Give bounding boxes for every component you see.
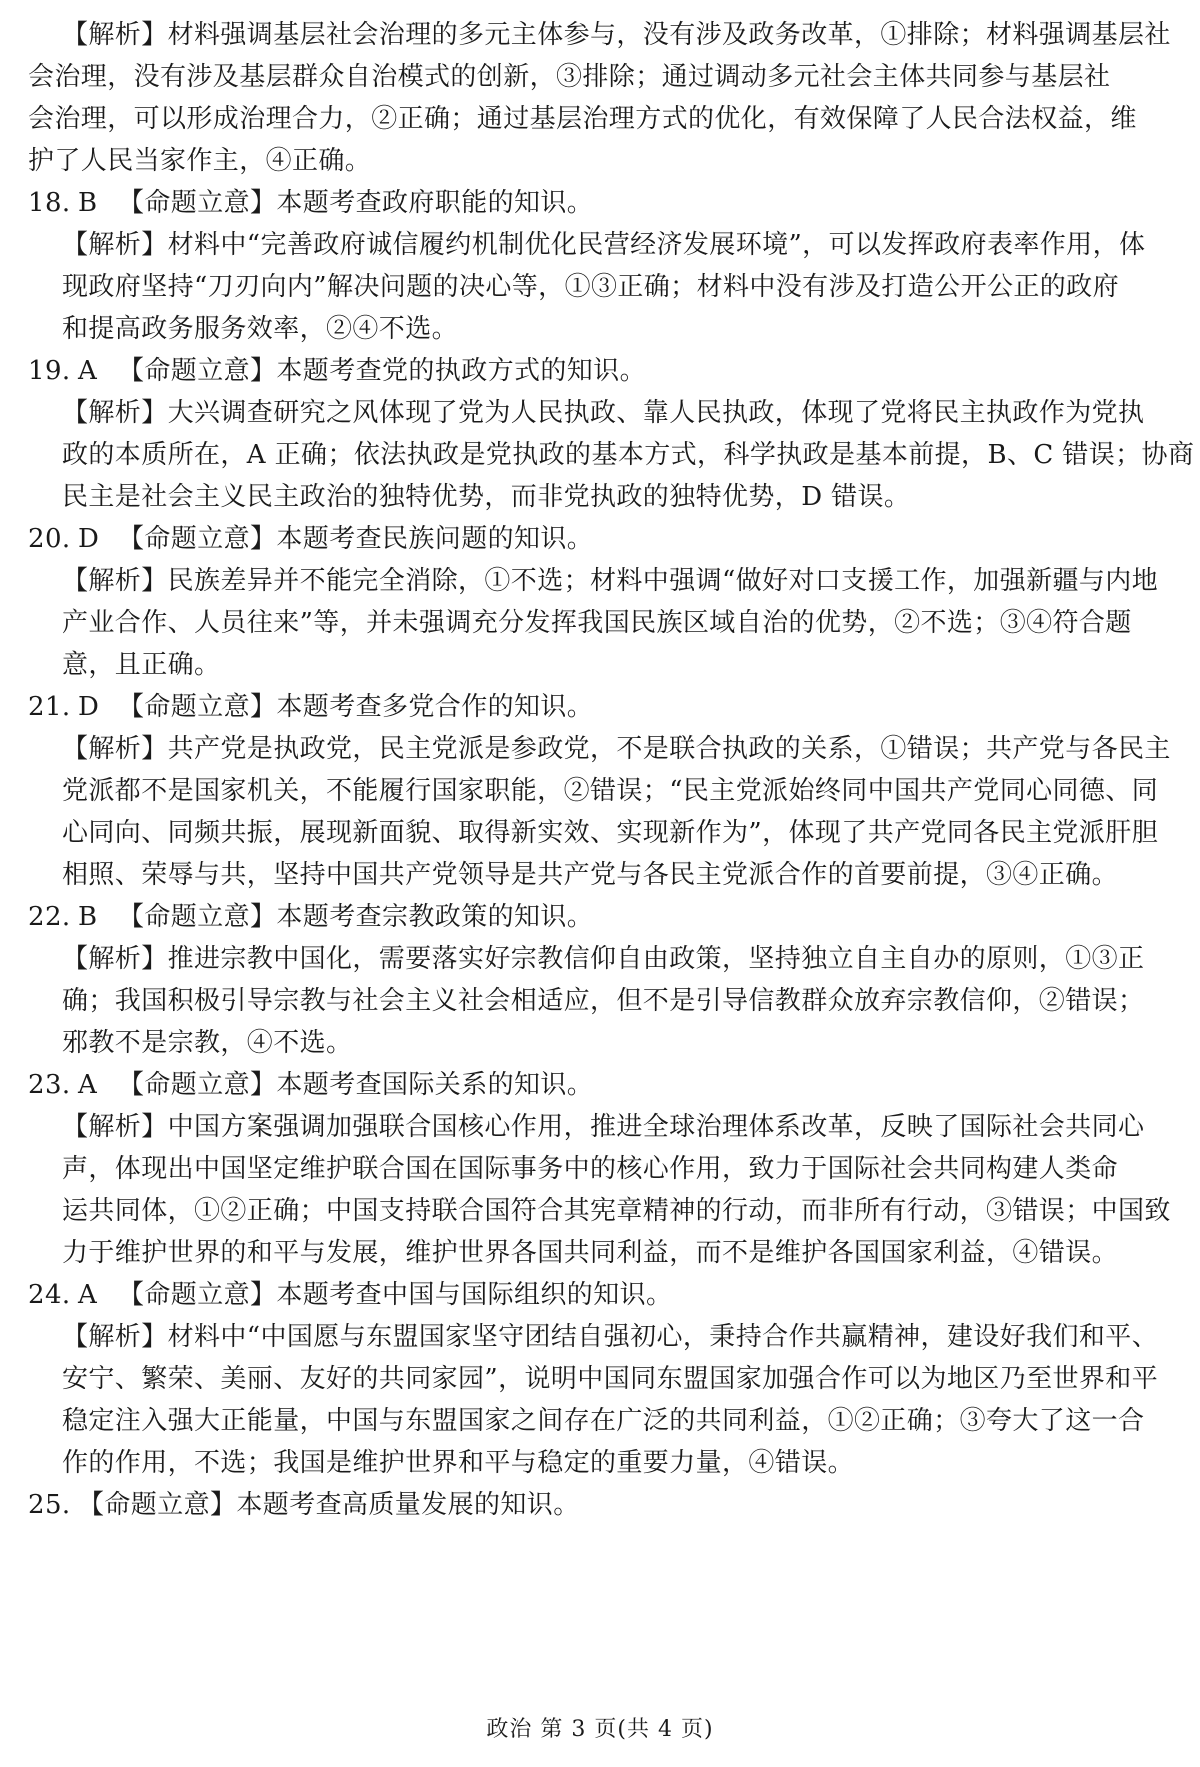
analysis-line: 相照、荣辱与共，坚持中国共产党领导是共产党与各民主党派合作的首要前提，③④正确。 xyxy=(62,860,1119,890)
question-intent: 【命题立意】本题考查党的执政方式的知识。 xyxy=(118,356,647,386)
question-block xyxy=(28,518,1180,686)
document-content xyxy=(28,14,1195,1526)
question-block xyxy=(28,182,1180,350)
analysis-line: 运共同体，①②正确；中国支持联合国符合其宪章精神的行动，而非所有行动，③错误；中国致 xyxy=(62,1196,1171,1226)
analysis-line: 确；我国积极引导宗教与社会主义社会相适应，但不是引导信教群众放弃宗教信仰，②错误； xyxy=(62,986,1145,1016)
analysis-line: 【解析】中国方案强调加强联合国核心作用，推进全球治理体系改革，反映了国际社会共同心 xyxy=(62,1112,1145,1142)
question-header xyxy=(28,896,1180,938)
question-answer: B xyxy=(78,902,98,932)
question-answer: B xyxy=(78,188,98,218)
questions-list xyxy=(28,182,1195,1484)
analysis-line: 力于维护世界的和平与发展，维护世界各国共同利益，而不是维护各国国家利益，④错误。 xyxy=(62,1238,1119,1268)
question-number: 19. xyxy=(28,356,71,386)
question-block xyxy=(28,1274,1180,1484)
analysis-line: 【解析】推进宗教中国化，需要落实好宗教信仰自由政策，坚持独立自主自办的原则，①③正 xyxy=(62,944,1145,974)
analysis-line: 民主是社会主义民主政治的独特优势，而非党执政的独特优势，D 错误。 xyxy=(62,482,911,512)
question-intent: 【命题立意】本题考查高质量发展的知识。 xyxy=(78,1490,580,1520)
question-block xyxy=(28,350,1195,518)
analysis-line: 政的本质所在，A 正确；依法执政是党执政的基本方式，科学执政是基本前提，B、C 错误；协商 xyxy=(62,440,1195,470)
analysis-line: 【解析】共产党是执政党，民主党派是参政党，不是联合执政的关系，①错误；共产党与各民主 xyxy=(62,734,1171,764)
question-25-header xyxy=(28,1484,1180,1526)
question-number: 24. xyxy=(28,1280,71,1310)
analysis-line: 【解析】材料中“中国愿与东盟国家坚守团结自强初心，秉持合作共赢精神，建设好我们和平、 xyxy=(62,1322,1159,1352)
question-header xyxy=(28,182,1180,224)
question-header xyxy=(28,1064,1180,1106)
question-number: 18. xyxy=(28,188,71,218)
analysis-line: 现政府坚持“刀刃向内”解决问题的决心等，①③正确；材料中没有涉及打造公开公正的政府 xyxy=(62,272,1119,302)
analysis-line: 安宁、繁荣、美丽、友好的共同家园”，说明中国同东盟国家加强合作可以为地区乃至世界和平 xyxy=(62,1364,1159,1394)
question-number: 22. xyxy=(28,902,71,932)
question-answer: A xyxy=(78,1070,98,1100)
question-answer: D xyxy=(78,524,100,554)
question-number: 25. xyxy=(28,1490,71,1520)
question-answer: D xyxy=(78,692,100,722)
question-answer: A xyxy=(78,356,98,386)
question-intent: 【命题立意】本题考查政府职能的知识。 xyxy=(118,188,594,218)
question-intent: 【命题立意】本题考查宗教政策的知识。 xyxy=(118,902,594,932)
analysis-line: 作的作用，不选；我国是维护世界和平与稳定的重要力量，④错误。 xyxy=(62,1448,855,1478)
analysis-line: 【解析】材料中“完善政府诚信履约机制优化民营经济发展环境”，可以发挥政府表率作用，体 xyxy=(62,230,1146,260)
question-intent: 【命题立意】本题考查民族问题的知识。 xyxy=(118,524,594,554)
analysis-line: 【解析】大兴调查研究之风体现了党为人民执政、靠人民执政，体现了党将民主执政作为党执 xyxy=(62,398,1145,428)
analysis-line: 稳定注入强大正能量，中国与东盟国家之间存在广泛的共同利益，①②正确；③夸大了这一合 xyxy=(62,1406,1145,1436)
page-footer: 政治 第 3 页(共 4 页) xyxy=(486,1717,714,1742)
analysis-line: 护了人民当家作主，④正确。 xyxy=(28,146,372,176)
question-intent: 【命题立意】本题考查多党合作的知识。 xyxy=(118,692,594,722)
analysis-line: 党派都不是国家机关，不能履行国家职能，②错误；“民主党派始终同中国共产党同心同德、同 xyxy=(62,776,1159,806)
question-answer: A xyxy=(78,1280,98,1310)
analysis-line: 心同向、同频共振，展现新面貌、取得新实效、实现新作为”，体现了共产党同各民主党派肝胆 xyxy=(62,818,1159,848)
analysis-line: 邪教不是宗教，④不选。 xyxy=(62,1028,353,1058)
analysis-line: 声，体现出中国坚定维护联合国在国际事务中的核心作用，致力于国际社会共同构建人类命 xyxy=(62,1154,1119,1184)
analysis-line: 和提高政务服务效率，②④不选。 xyxy=(62,314,459,344)
question-number: 23. xyxy=(28,1070,71,1100)
question-header xyxy=(28,350,1180,392)
analysis-line: 会治理，可以形成治理合力，②正确；通过基层治理方式的优化，有效保障了人民合法权益，维 xyxy=(28,104,1137,134)
analysis-line: 意，且正确。 xyxy=(62,650,221,680)
analysis-line: 【解析】材料强调基层社会治理的多元主体参与，没有涉及政务改革，①排除；材料强调基层社 xyxy=(62,20,1171,50)
analysis-line: 会治理，没有涉及基层群众自治模式的创新，③排除；通过调动多元社会主体共同参与基层社 xyxy=(28,62,1111,92)
question-header xyxy=(28,518,1180,560)
analysis-block-continued xyxy=(28,14,1180,182)
question-block xyxy=(28,686,1180,896)
question-number: 20. xyxy=(28,524,71,554)
question-intent: 【命题立意】本题考查中国与国际组织的知识。 xyxy=(118,1280,673,1310)
analysis-line: 【解析】民族差异并不能完全消除，①不选；材料中强调“做好对口支援工作，加强新疆与内地 xyxy=(62,566,1159,596)
question-number: 21. xyxy=(28,692,71,722)
question-header xyxy=(28,686,1180,728)
question-intent: 【命题立意】本题考查国际关系的知识。 xyxy=(118,1070,594,1100)
question-block xyxy=(28,1064,1180,1274)
question-block xyxy=(28,896,1180,1064)
question-header xyxy=(28,1274,1180,1316)
analysis-line: 产业合作、人员往来”等，并未强调充分发挥我国民族区域自治的优势，②不选；③④符合题 xyxy=(62,608,1132,638)
